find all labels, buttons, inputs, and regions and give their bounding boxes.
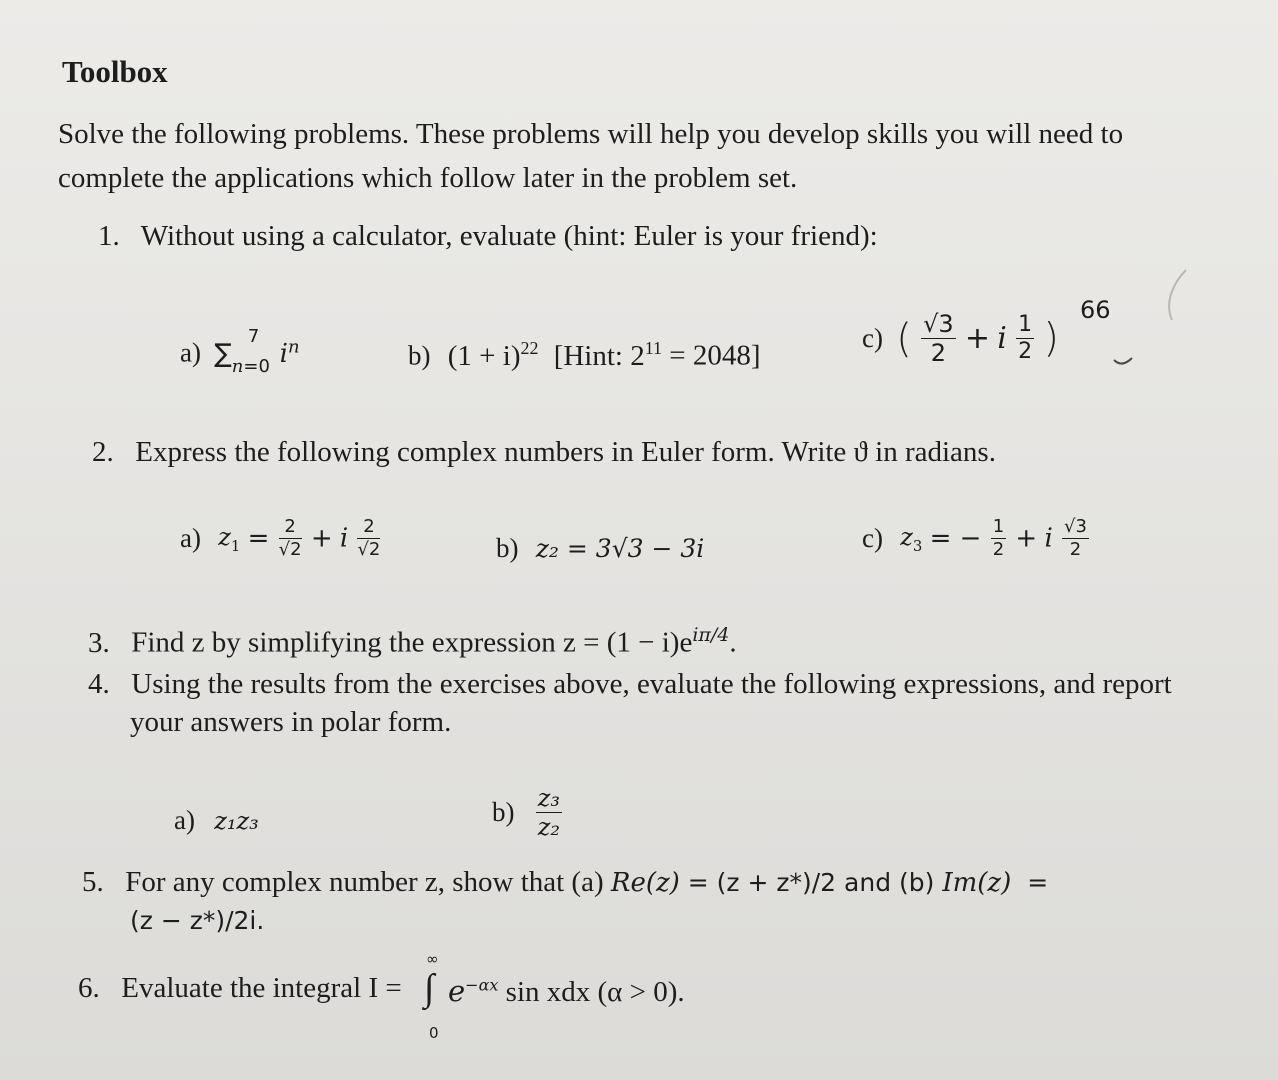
- left-paren: (: [896, 315, 912, 362]
- problem-1c: [862, 312, 1059, 365]
- problem-4b: [492, 786, 564, 839]
- pencil-mark: [1094, 262, 1204, 382]
- fraction-1-over-2: $\frac{1}{2}$: [992, 516, 1005, 560]
- plus-sign: +: [310, 523, 333, 554]
- period: .: [729, 626, 737, 659]
- numerator: z₃: [537, 784, 561, 812]
- exponent: iπ/4: [692, 624, 730, 646]
- line1-pre: For any complex number z, show that (a): [125, 866, 611, 898]
- problem-number: 5.: [82, 866, 104, 898]
- part-label: b): [408, 340, 431, 371]
- problem-1b: [408, 338, 761, 373]
- fraction-1-over-2: $\frac{1}{2}$: [1018, 312, 1033, 364]
- exp-base: e: [448, 974, 466, 1008]
- imag-unit: i: [997, 321, 1007, 356]
- plus-sign: +: [964, 321, 991, 356]
- im-z: Im(z): [942, 868, 1012, 898]
- problem-2b: [496, 532, 704, 565]
- re-z: Re(z): [610, 868, 680, 898]
- problem-2: [92, 436, 996, 469]
- b-hint-tail: = 2048]: [662, 339, 761, 372]
- problem-text: Find z by simplifying the expression z = (1 − i)e: [131, 626, 693, 659]
- z3-variable: $z_3$: [900, 522, 923, 555]
- equals-sign: =: [247, 523, 270, 554]
- page-title: Toolbox: [62, 54, 168, 89]
- problem-number: 4.: [88, 668, 110, 700]
- b-expression: (1 + i): [447, 339, 521, 372]
- problem-1: [98, 220, 878, 253]
- problem-2a: [180, 518, 382, 559]
- integrand: [448, 974, 685, 1009]
- denominator: z₂: [537, 813, 561, 841]
- equals-minus: = −: [929, 523, 982, 554]
- problem-2c: [862, 518, 1091, 559]
- fraction-z3-over-z2: [536, 786, 562, 839]
- b-hint-exponent: 11: [644, 338, 663, 358]
- fraction-sqrt3-over-2: $\frac{√3}{2}$: [923, 310, 954, 367]
- problem-5: [82, 866, 1048, 899]
- integral-lower-limit: 0: [429, 1024, 439, 1042]
- exp-power: −αx: [465, 975, 499, 995]
- intro-paragraph: Solve the following problems. These problems will help you develop skills you will need to complete the applications which follow later in the problem set.: [58, 118, 1124, 194]
- imag-unit: i: [1044, 523, 1053, 554]
- sum-expression: $\sum_{n=0}^7$ $i^n$: [214, 326, 300, 377]
- plus-sign: +: [1015, 523, 1038, 554]
- problem-number: 1.: [98, 220, 120, 252]
- problem-number: 2.: [92, 436, 114, 468]
- b-expression: z₂ = 3√3 − 3i: [535, 534, 705, 563]
- fraction-2-over-sqrt2: $\frac{2}{√2}$: [357, 516, 381, 560]
- z1-variable: $z_1$: [218, 522, 241, 555]
- part-label: a): [180, 337, 201, 368]
- problem-4: [88, 668, 1172, 701]
- part-label: b): [492, 797, 515, 827]
- problem-text: Evaluate the integral I =: [121, 972, 402, 1004]
- imag-unit: i: [339, 523, 349, 554]
- b-exponent: 22: [520, 338, 539, 358]
- part-label: a): [174, 805, 195, 835]
- line1-mid: = (z + z*)/2 and (b): [679, 868, 943, 897]
- problem-text: Express the following complex numbers in Euler form. Write ϑ in radians.: [135, 436, 996, 468]
- problem-number: 6.: [78, 972, 100, 1004]
- b-hint: [Hint: 2: [553, 339, 645, 372]
- problem-number: 3.: [88, 626, 110, 659]
- part-label: b): [496, 533, 519, 563]
- line1-eq: =: [1019, 868, 1049, 897]
- c-exponent: 66: [1080, 296, 1111, 324]
- right-paren: ): [1043, 315, 1060, 362]
- problem-3: [88, 624, 737, 660]
- part-label: c): [862, 523, 883, 553]
- problem-5-line2: (z − z*)/2i.: [130, 906, 265, 935]
- problem-text-line1: Using the results from the exercises above, evaluate the following expressions, and report: [131, 668, 1172, 700]
- problem-1a: [180, 326, 300, 377]
- integral-upper-limit: ∞: [426, 950, 439, 968]
- problem-6: [78, 972, 402, 1005]
- integrand-tail: sin xdx (α > 0).: [498, 976, 685, 1008]
- a-expression: z₁z₃: [214, 807, 259, 835]
- integral-sign: ∫: [424, 967, 435, 1009]
- part-label: a): [180, 523, 201, 553]
- fraction-sqrt3-over-2: $\frac{√3}{2}$: [1064, 516, 1087, 560]
- part-label: c): [862, 323, 883, 353]
- fraction-2-over-sqrt2: $\frac{2}{√2}$: [278, 516, 302, 560]
- problem-4a: [174, 804, 259, 837]
- problem-4-line2: your answers in polar form.: [130, 706, 452, 738]
- problem-text: Without using a calculator, evaluate (hint: Euler is your friend):: [140, 220, 878, 252]
